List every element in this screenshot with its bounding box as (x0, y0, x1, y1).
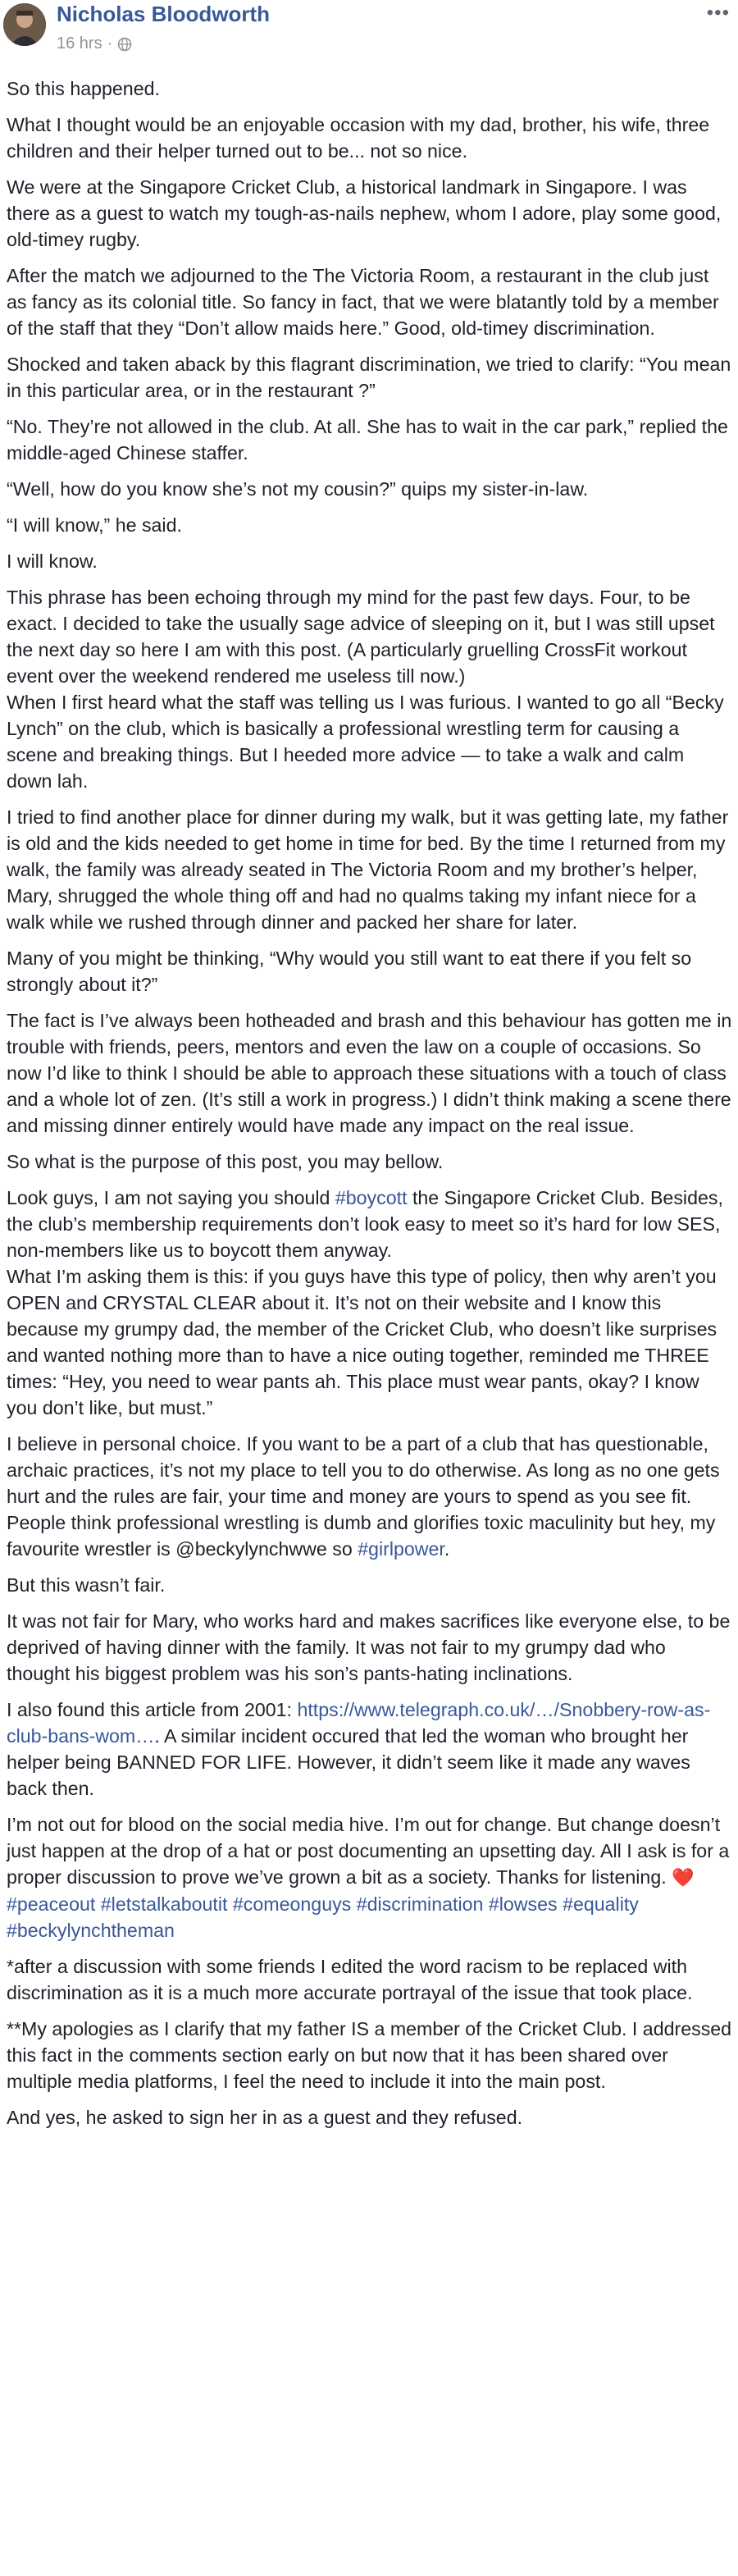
hashtag[interactable]: #letstalkaboutit (100, 1893, 228, 1915)
paragraph: “Well, how do you know she’s not my cousin?” quips my sister-in-law. (7, 478, 589, 500)
profile-photo-icon (3, 3, 46, 46)
hashtag-list (7, 1891, 732, 1943)
paragraph: “I will know,” he said. (7, 514, 182, 536)
avatar[interactable] (3, 3, 46, 46)
paragraph: What I’m asking them is this: if you guys have this type of policy, then why aren’t you OPEN and CRYSTAL CLEAR about it. It’s not on their website and I know this because my grumpy dad, the member of the Cricket Club, who doesn’t like surprises and wanted nothing more than to have a nice outing together, reminded me THREE times: “Hey, you need to wear pants ah. This place must wear pants, okay? I know you don’t like, but must.” (7, 1266, 718, 1418)
text-span: . A similar incident occured that led the woman who brought her helper being BANNED FOR LIFE. However, it didn’t seem like it made any waves back then. (7, 1725, 690, 1799)
hashtag[interactable]: #comeonguys (232, 1893, 352, 1915)
paragraph (7, 1431, 732, 1562)
paragraph: After the match we adjourned to the The Victoria Room, a restaurant in the club just as fancy as its colonial title. So fancy in fact, that we were blatantly told by a member of the staff that they “Don’t allow maids here.” Good, old-timey discrimination. (7, 265, 719, 339)
post-header (0, 0, 738, 57)
globe-icon[interactable] (117, 37, 132, 52)
hashtag[interactable]: #equality (563, 1893, 639, 1915)
hashtag[interactable]: #beckylynchtheman (7, 1920, 175, 1941)
text-span: the Singapore Cricket Club. Besides, the club’s membership requirements don’t look easy to meet so it’s hard for low SES, non-members like us to boycott them anyway. (7, 1187, 723, 1261)
paragraph: So what is the purpose of this post, you may bellow. (7, 1151, 444, 1172)
paragraph: So this happened. (7, 78, 160, 99)
paragraph: **My apologies as I clarify that my father IS a member of the Cricket Club. I addressed this fact in the comments section early on but now that it has been shared over multiple media platforms, I feel the need to include it into the main post. (7, 2018, 732, 2092)
paragraph: What I thought would be an enjoyable occasion with my dad, brother, his wife, three children and their helper turned out to be... not so nice. (7, 114, 710, 162)
post-meta (57, 34, 132, 53)
paragraph: “No. They’re not allowed in the club. At all. She has to wait in the car park,” replied the middle-aged Chinese staffer. (7, 416, 728, 464)
hashtag-boycott[interactable]: #boycott (335, 1187, 408, 1208)
hashtag[interactable]: #lowses (488, 1893, 558, 1915)
paragraph: The fact is I’ve always been hotheaded and brash and this behaviour has gotten me in trouble with friends, peers, mentors and even the law on a couple of occasions. So now I’d like to think I should be able to approach these situations with a touch of class and a whole lot of zen. (It’s still a work in progress.) I didn’t think making a scene there and missing dinner entirely would have made any impact on the real issue. (7, 1010, 732, 1136)
paragraph: This phrase has been echoing through my mind for the past few days. Four, to be exact. I decided to take the usually sage advice of sleeping on it, but I was still upset the next day so here I am with this post. (A particularly gruelling CrossFit workout event over the weekend rendered me useless till now.) (7, 587, 715, 687)
paragraph (7, 1697, 732, 1802)
paragraph (7, 1811, 732, 1891)
article-link[interactable]: https://www.telegraph.co.uk/…/Snobbery-row-as-club-bans-wom… (7, 1699, 711, 1747)
paragraph: We were at the Singapore Cricket Club, a historical landmark in Singapore. I was there as a guest to watch my tough-as-nails nephew, whom I adore, play some good, old-timey rugby. (7, 176, 722, 250)
post-body (7, 75, 732, 2140)
hashtag[interactable]: #discrimination (356, 1893, 484, 1915)
paragraph: I tried to find another place for dinner during my walk, but it was getting late, my father is old and the kids needed to get home in time for bed. By the time I returned from my walk, the family was already seated in The Victoria Room and my brother’s helper, Mary, shrugged the whole thing off and had no qualms taking my infant niece for a walk while we rushed through dinner and packed her share for later. (7, 806, 729, 933)
paragraph (7, 1185, 732, 1263)
paragraph: When I first heard what the staff was telling us I was furious. I wanted to go all “Becky Lynch” on the club, which is basically a professional wrestling term for causing a scene and breaking things. But I heeded more advice — to take a walk and calm down lah. (7, 692, 724, 792)
text-span: I’m not out for blood on the social media hive. I’m out for change. But change doesn’t just happen at the drop of a hat or post documenting an upsetting day. All I ask is for a proper discussion to prove we’ve grown a bit as a society. Thanks for listening. (7, 1814, 730, 1888)
paragraph: Shocked and taken aback by this flagrant discrimination, we tried to clarify: “You mean in this particular area, or in the restaurant ?” (7, 354, 731, 401)
meta-separator: · (107, 34, 113, 53)
post-timestamp[interactable]: 16 hrs (57, 34, 102, 53)
text-span: I also found this article from 2001: (7, 1699, 298, 1720)
hashtag-girlpower[interactable]: #girlpower (358, 1538, 444, 1560)
text-span: . (444, 1538, 450, 1560)
paragraph: I will know. (7, 550, 98, 572)
text-span: I believe in personal choice. If you want to be a part of a club that has questionable, archaic practices, it’s not my place to tell you to do otherwise. As long as no one gets hurt and the rules are fair, your time and money are yours to spend as you see fit. People think professional wrestling is dumb and glorifies toxic maculinity but hey, my favourite wrestler is @beckylynchwwe so (7, 1433, 720, 1560)
heart-icon: ❤️ (672, 1867, 695, 1888)
hashtag[interactable]: #peaceout (7, 1893, 96, 1915)
more-options-icon[interactable]: ••• (706, 2, 730, 24)
paragraph: But this wasn’t fair. (7, 1574, 166, 1596)
paragraph: And yes, he asked to sign her in as a guest and they refused. (7, 2107, 523, 2128)
paragraph: *after a discussion with some friends I edited the word racism to be replaced with discrimination as it is a much more accurate portrayal of the issue that took place. (7, 1956, 693, 2003)
paragraph: It was not fair for Mary, who works hard and makes sacrifices like everyone else, to be deprived of having dinner with the family. It was not fair to my grumpy dad who thought his biggest problem was his son’s pants-hating inclinations. (7, 1610, 731, 1684)
author-name[interactable]: Nicholas Bloodworth (57, 2, 270, 26)
paragraph: Many of you might be thinking, “Why would you still want to eat there if you felt so strongly about it?” (7, 948, 692, 995)
text-span: Look guys, I am not saying you should (7, 1187, 335, 1208)
